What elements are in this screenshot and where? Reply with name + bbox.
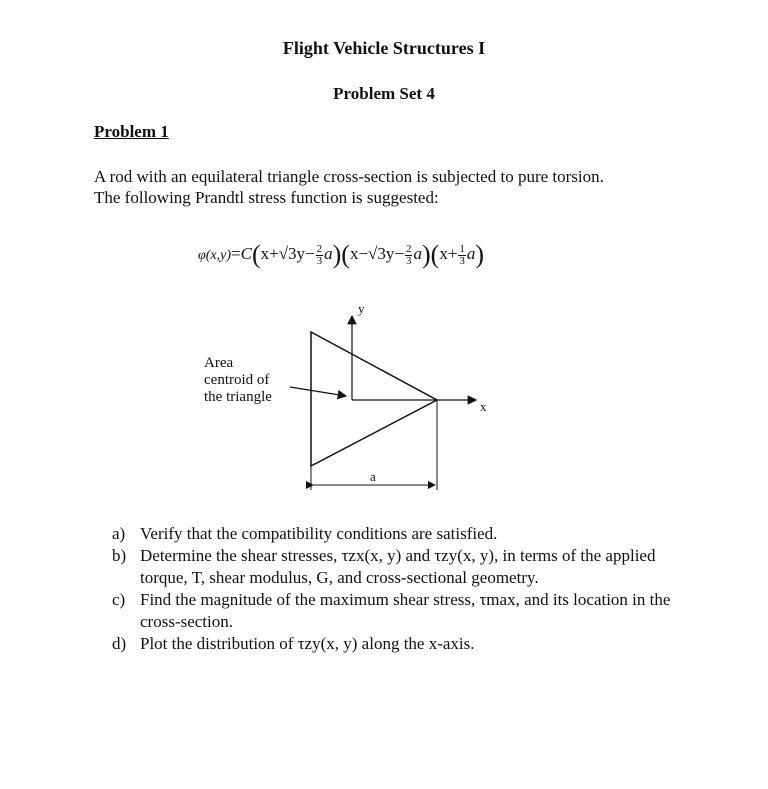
- fraction-2-numerator: 2: [405, 242, 412, 255]
- open-paren-1: (: [251, 240, 261, 269]
- x-axis-label: x: [480, 399, 487, 414]
- centroid-pointer-arrow: [290, 387, 346, 396]
- fraction-3-denominator: 3: [459, 254, 465, 267]
- formula-term-1: x+√3y−: [260, 244, 315, 263]
- question-list: [112, 523, 672, 655]
- question-b-text: Determine the shear stresses, τzx(x, y) and τzy(x, y), in terms of the applied torque, T, shear modulus, G, and cross-sectional geometry.: [140, 546, 656, 587]
- question-b-label: b): [112, 546, 127, 565]
- intro-line-2: The following Prandtl stress function is suggested:: [94, 188, 439, 207]
- question-a-label: a): [112, 524, 126, 543]
- problem-heading: Problem 1: [94, 122, 169, 141]
- annotation-line-3: the triangle: [204, 389, 272, 405]
- question-c: [112, 589, 672, 633]
- close-paren-3: ): [475, 240, 485, 269]
- question-b: [112, 545, 672, 589]
- annotation-line-1: Area: [204, 355, 234, 371]
- question-c-label: c): [112, 590, 126, 609]
- question-a: [112, 523, 672, 545]
- formula-term-3-end: a: [466, 244, 476, 263]
- open-paren-2: (: [341, 240, 350, 269]
- open-paren-3: (: [430, 240, 440, 269]
- close-paren-1: ): [332, 240, 342, 269]
- equilateral-triangle: [311, 332, 437, 466]
- fraction-2-denominator: 3: [405, 254, 412, 267]
- formula-lhs: φ(x,y): [198, 248, 231, 263]
- course-title: Flight Vehicle Structures I: [282, 38, 486, 58]
- fraction-1-denominator: 3: [316, 254, 323, 267]
- question-d: [112, 633, 672, 655]
- formula-constant: C: [240, 244, 252, 263]
- formula-term-2-end: a: [413, 244, 422, 263]
- fraction-3-numerator: 1: [459, 242, 465, 255]
- question-a-text: Verify that the compatibility conditions are satisfied.: [140, 524, 498, 543]
- formula-term-1-end: a: [324, 244, 333, 263]
- fraction-1-numerator: 2: [316, 242, 323, 255]
- centroid-annotation: [204, 355, 272, 406]
- dimension-label: a: [370, 469, 376, 484]
- intro-line-1: A rod with an equilateral triangle cross-section is subjected to pure torsion.: [94, 167, 604, 186]
- formula-equals: =: [231, 244, 241, 263]
- question-d-label: d): [112, 634, 127, 653]
- y-axis-label: y: [358, 301, 365, 316]
- formula-term-3: x+: [439, 244, 458, 263]
- question-c-text: Find the magnitude of the maximum shear stress, τmax, and its location in the cross-section.: [140, 590, 671, 631]
- formula-term-2: x−√3y−: [349, 244, 404, 263]
- close-paren-2: ): [421, 240, 431, 269]
- question-d-text: Plot the distribution of τzy(x, y) along the x-axis.: [140, 634, 475, 653]
- problem-set-title: Problem Set 4: [333, 84, 435, 103]
- annotation-line-2: centroid of: [204, 372, 270, 388]
